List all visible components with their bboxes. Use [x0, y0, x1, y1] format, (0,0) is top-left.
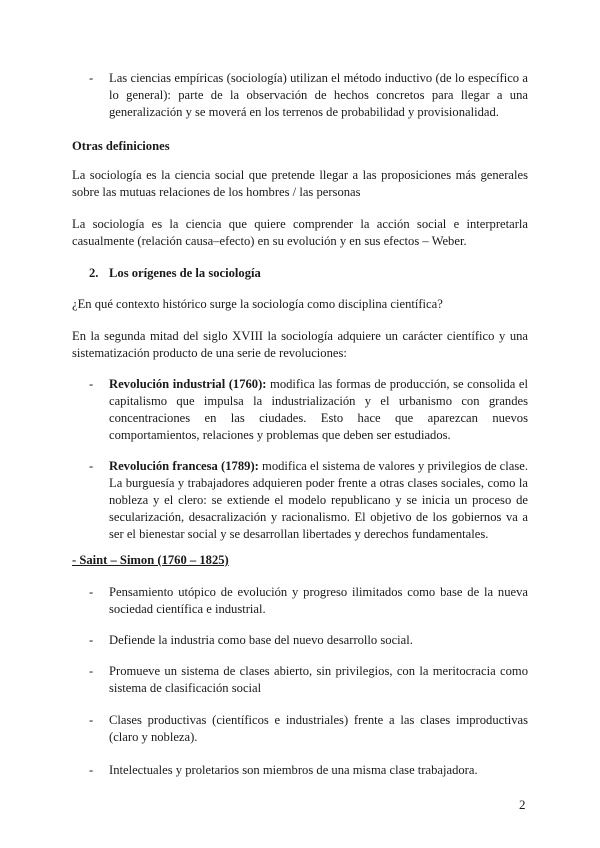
revolution-description: modifica el sistema de valores y privilegios de clase. La burguesía y trabajadores adquieren poder frente a otras clases sociales, como la nobleza y el clero: se extiende el modelo republicano y se inicia un proceso de secularización, desacralización y racionalismo. El objetivo de los gobiernos va a ser el bienestar social y se desarrollan libertades y derechos fundamentales. [109, 459, 528, 541]
saint-simon-item [72, 663, 528, 697]
saint-simon-item [72, 712, 528, 746]
section-2-paragraph: En la segunda mitad del siglo XVIII la sociología adquiere un carácter científico y una sistematización producto de una serie de revoluciones: [72, 329, 528, 360]
revolution-item [72, 458, 528, 543]
bullet-dash: - [89, 585, 94, 599]
section-2-question: ¿En qué contexto histórico surge la sociología como disciplina científica? [72, 297, 443, 311]
saint-simon-item-text: Intelectuales y proletarios son miembros de una misma clase trabajadora. [109, 763, 478, 777]
revolution-text [109, 458, 528, 543]
intro-bullet-text: Las ciencias empíricas (sociología) utilizan el método inductivo (de lo específico a lo general): parte de la observación de hechos concretos para llegar a una generalización y se moverá en los terrenos de probabilidad y provisionalidad. [109, 71, 528, 119]
saint-simon-item [72, 762, 528, 779]
saint-simon-item [72, 584, 528, 618]
revolution-title: Revolución industrial (1760): [109, 377, 267, 391]
definition-2: La sociología es la ciencia que quiere comprender la acción social e interpretarla casualmente (relación causa–efecto) en su evolución y en sus efectos – Weber. [72, 217, 528, 248]
revolution-text [109, 376, 528, 444]
section-2-number: 2. [89, 266, 99, 280]
bullet-dash: - [89, 71, 94, 85]
section-2-heading [89, 265, 261, 282]
saint-simon-heading: - Saint – Simon (1760 – 1825) [72, 553, 229, 567]
page-number: 2 [519, 797, 526, 812]
saint-simon-item-text: Promueve un sistema de clases abierto, sin privilegios, con la meritocracia como sistema de clasificación social [109, 664, 528, 695]
bullet-dash: - [89, 459, 94, 473]
revolution-title: Revolución francesa (1789): [109, 459, 259, 473]
saint-simon-item [72, 632, 528, 649]
intro-bullet [72, 70, 528, 121]
revolution-item [72, 376, 528, 444]
bullet-dash: - [89, 664, 94, 678]
otras-definiciones-heading: Otras definiciones [72, 139, 170, 153]
bullet-dash: - [89, 713, 94, 727]
bullet-dash: - [89, 633, 94, 647]
saint-simon-item-text: Clases productivas (científicos e industriales) frente a las clases improductivas (claro y nobleza). [109, 713, 528, 744]
revolution-description: modifica las formas de producción, se consolida el capitalismo que impulsa la industrialización y el urbanismo con grandes concentraciones en las ciudades. Esto hace que aparezcan nuevos comportamientos, relaciones y problemas que deben ser estudiados. [109, 377, 528, 442]
definition-1: La sociología es la ciencia social que pretende llegar a las proposiciones más generales sobre las mutuas relaciones de los hombres / las personas [72, 168, 528, 199]
bullet-dash: - [89, 377, 94, 391]
saint-simon-item-text: Defiende la industria como base del nuevo desarrollo social. [109, 633, 413, 647]
bullet-dash: - [89, 763, 94, 777]
section-2-title: Los orígenes de la sociología [109, 266, 261, 280]
saint-simon-item-text: Pensamiento utópico de evolución y progreso ilimitados como base de la nueva sociedad científica e industrial. [109, 585, 528, 616]
